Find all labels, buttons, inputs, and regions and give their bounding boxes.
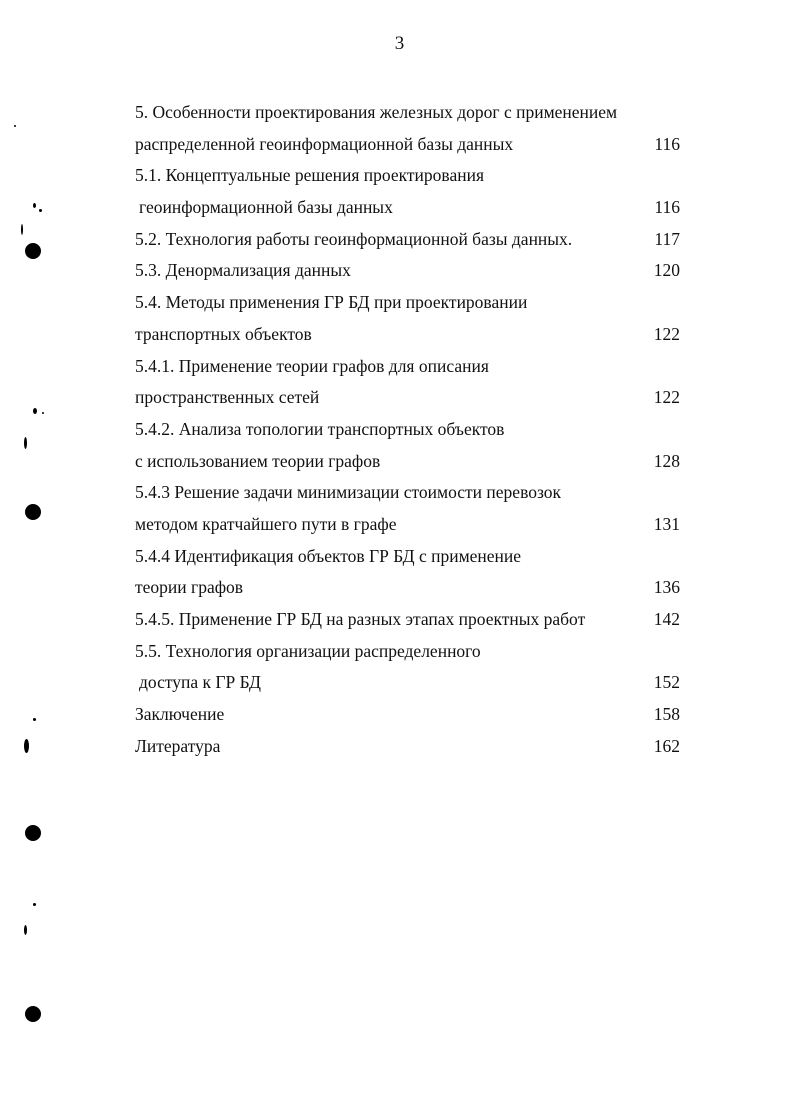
toc-entry-title: Литература [135, 735, 221, 756]
toc-line [135, 287, 680, 319]
toc-entry-title: распределенной геоинформационной базы данных [135, 133, 514, 154]
scan-speck [24, 739, 29, 753]
toc-line [135, 636, 680, 668]
toc-line [135, 129, 680, 161]
scan-speck [39, 209, 42, 212]
binder-hole-mark [25, 504, 41, 520]
scan-speck [14, 125, 16, 127]
toc-line [135, 192, 680, 224]
toc-entry-page: 136 [653, 577, 680, 598]
toc-line [135, 351, 680, 383]
toc-entry-title: 5.1. Концептуальные решения проектирования [135, 165, 485, 186]
toc-entry-page: 116 [654, 133, 680, 154]
toc-entry-title: 5.4.3 Решение задачи минимизации стоимости перевозок [135, 482, 562, 503]
binder-hole-mark [25, 825, 41, 841]
toc-line [135, 572, 680, 604]
toc-entry-title: 5.4.1. Применение теории графов для описания [135, 355, 489, 376]
toc-line [135, 160, 680, 192]
toc-entry-page: 158 [653, 704, 680, 725]
binder-hole-mark [25, 243, 41, 259]
scan-speck [33, 718, 36, 721]
toc-entry-page: 152 [653, 672, 680, 693]
scan-speck [24, 925, 27, 935]
toc-entry-title: 5.2. Технология работы геоинформационной базы данных. [135, 228, 573, 249]
toc-entry-title: 5.4.2. Анализа топологии транспортных объектов [135, 418, 505, 439]
scan-speck [33, 203, 36, 208]
scan-speck [21, 224, 23, 235]
toc-entry-title: методом кратчайшего пути в графе [135, 513, 397, 534]
toc-entry-title: теории графов [135, 577, 244, 598]
toc-line [135, 382, 680, 414]
toc-entry-title: 5.4.4 Идентификация объектов ГР БД с применение [135, 545, 522, 566]
toc-entry-page: 131 [653, 513, 680, 534]
toc-entry-page: 117 [654, 228, 680, 249]
toc-line [135, 255, 680, 287]
toc-line [135, 541, 680, 573]
toc-line [135, 509, 680, 541]
toc-entry-title: Заключение [135, 704, 225, 725]
toc-entry-title: 5.5. Технология организации распределенного [135, 640, 481, 661]
toc-line [135, 731, 680, 763]
toc-entry-page: 142 [653, 609, 680, 629]
toc-entry-title: 5. Особенности проектирования железных дорог с применением [135, 102, 618, 122]
toc-entry-page: 120 [653, 260, 680, 281]
toc-line [135, 604, 680, 636]
scan-speck [24, 437, 27, 449]
toc-entry-title: доступа к ГР БД [139, 672, 261, 693]
toc-entry-page: 122 [653, 387, 680, 408]
toc-entry-title: геоинформационной базы данных [139, 197, 393, 218]
toc-entry-page: 162 [653, 735, 680, 756]
toc-entry-title: 5.3. Денормализация данных [135, 260, 351, 281]
toc-entry-title: 5.4. Методы применения ГР БД при проектировании [135, 292, 528, 313]
toc-entry-title: транспортных объектов [135, 323, 312, 344]
toc-entry-page: 128 [653, 450, 680, 471]
toc-entry-title: 5.4.5. Применение ГР БД на разных этапах проектных работ [135, 609, 586, 629]
scan-speck [33, 408, 37, 414]
binder-hole-mark [25, 1006, 41, 1022]
toc-line [135, 446, 680, 478]
page-number: 3 [394, 33, 405, 54]
toc-line [135, 319, 680, 351]
toc-line [135, 667, 680, 699]
toc-entry-page: 116 [654, 197, 680, 218]
toc-line [135, 477, 680, 509]
table-of-contents [135, 97, 680, 762]
toc-line [135, 414, 680, 446]
toc-entry-title: пространственных сетей [135, 387, 320, 408]
toc-entry-title: с использованием теории графов [135, 450, 381, 471]
toc-line [135, 224, 680, 256]
toc-line [135, 97, 680, 129]
toc-entry-page: 122 [653, 323, 680, 344]
scan-speck [33, 903, 36, 906]
toc-line [135, 699, 680, 731]
scan-speck [42, 412, 44, 414]
